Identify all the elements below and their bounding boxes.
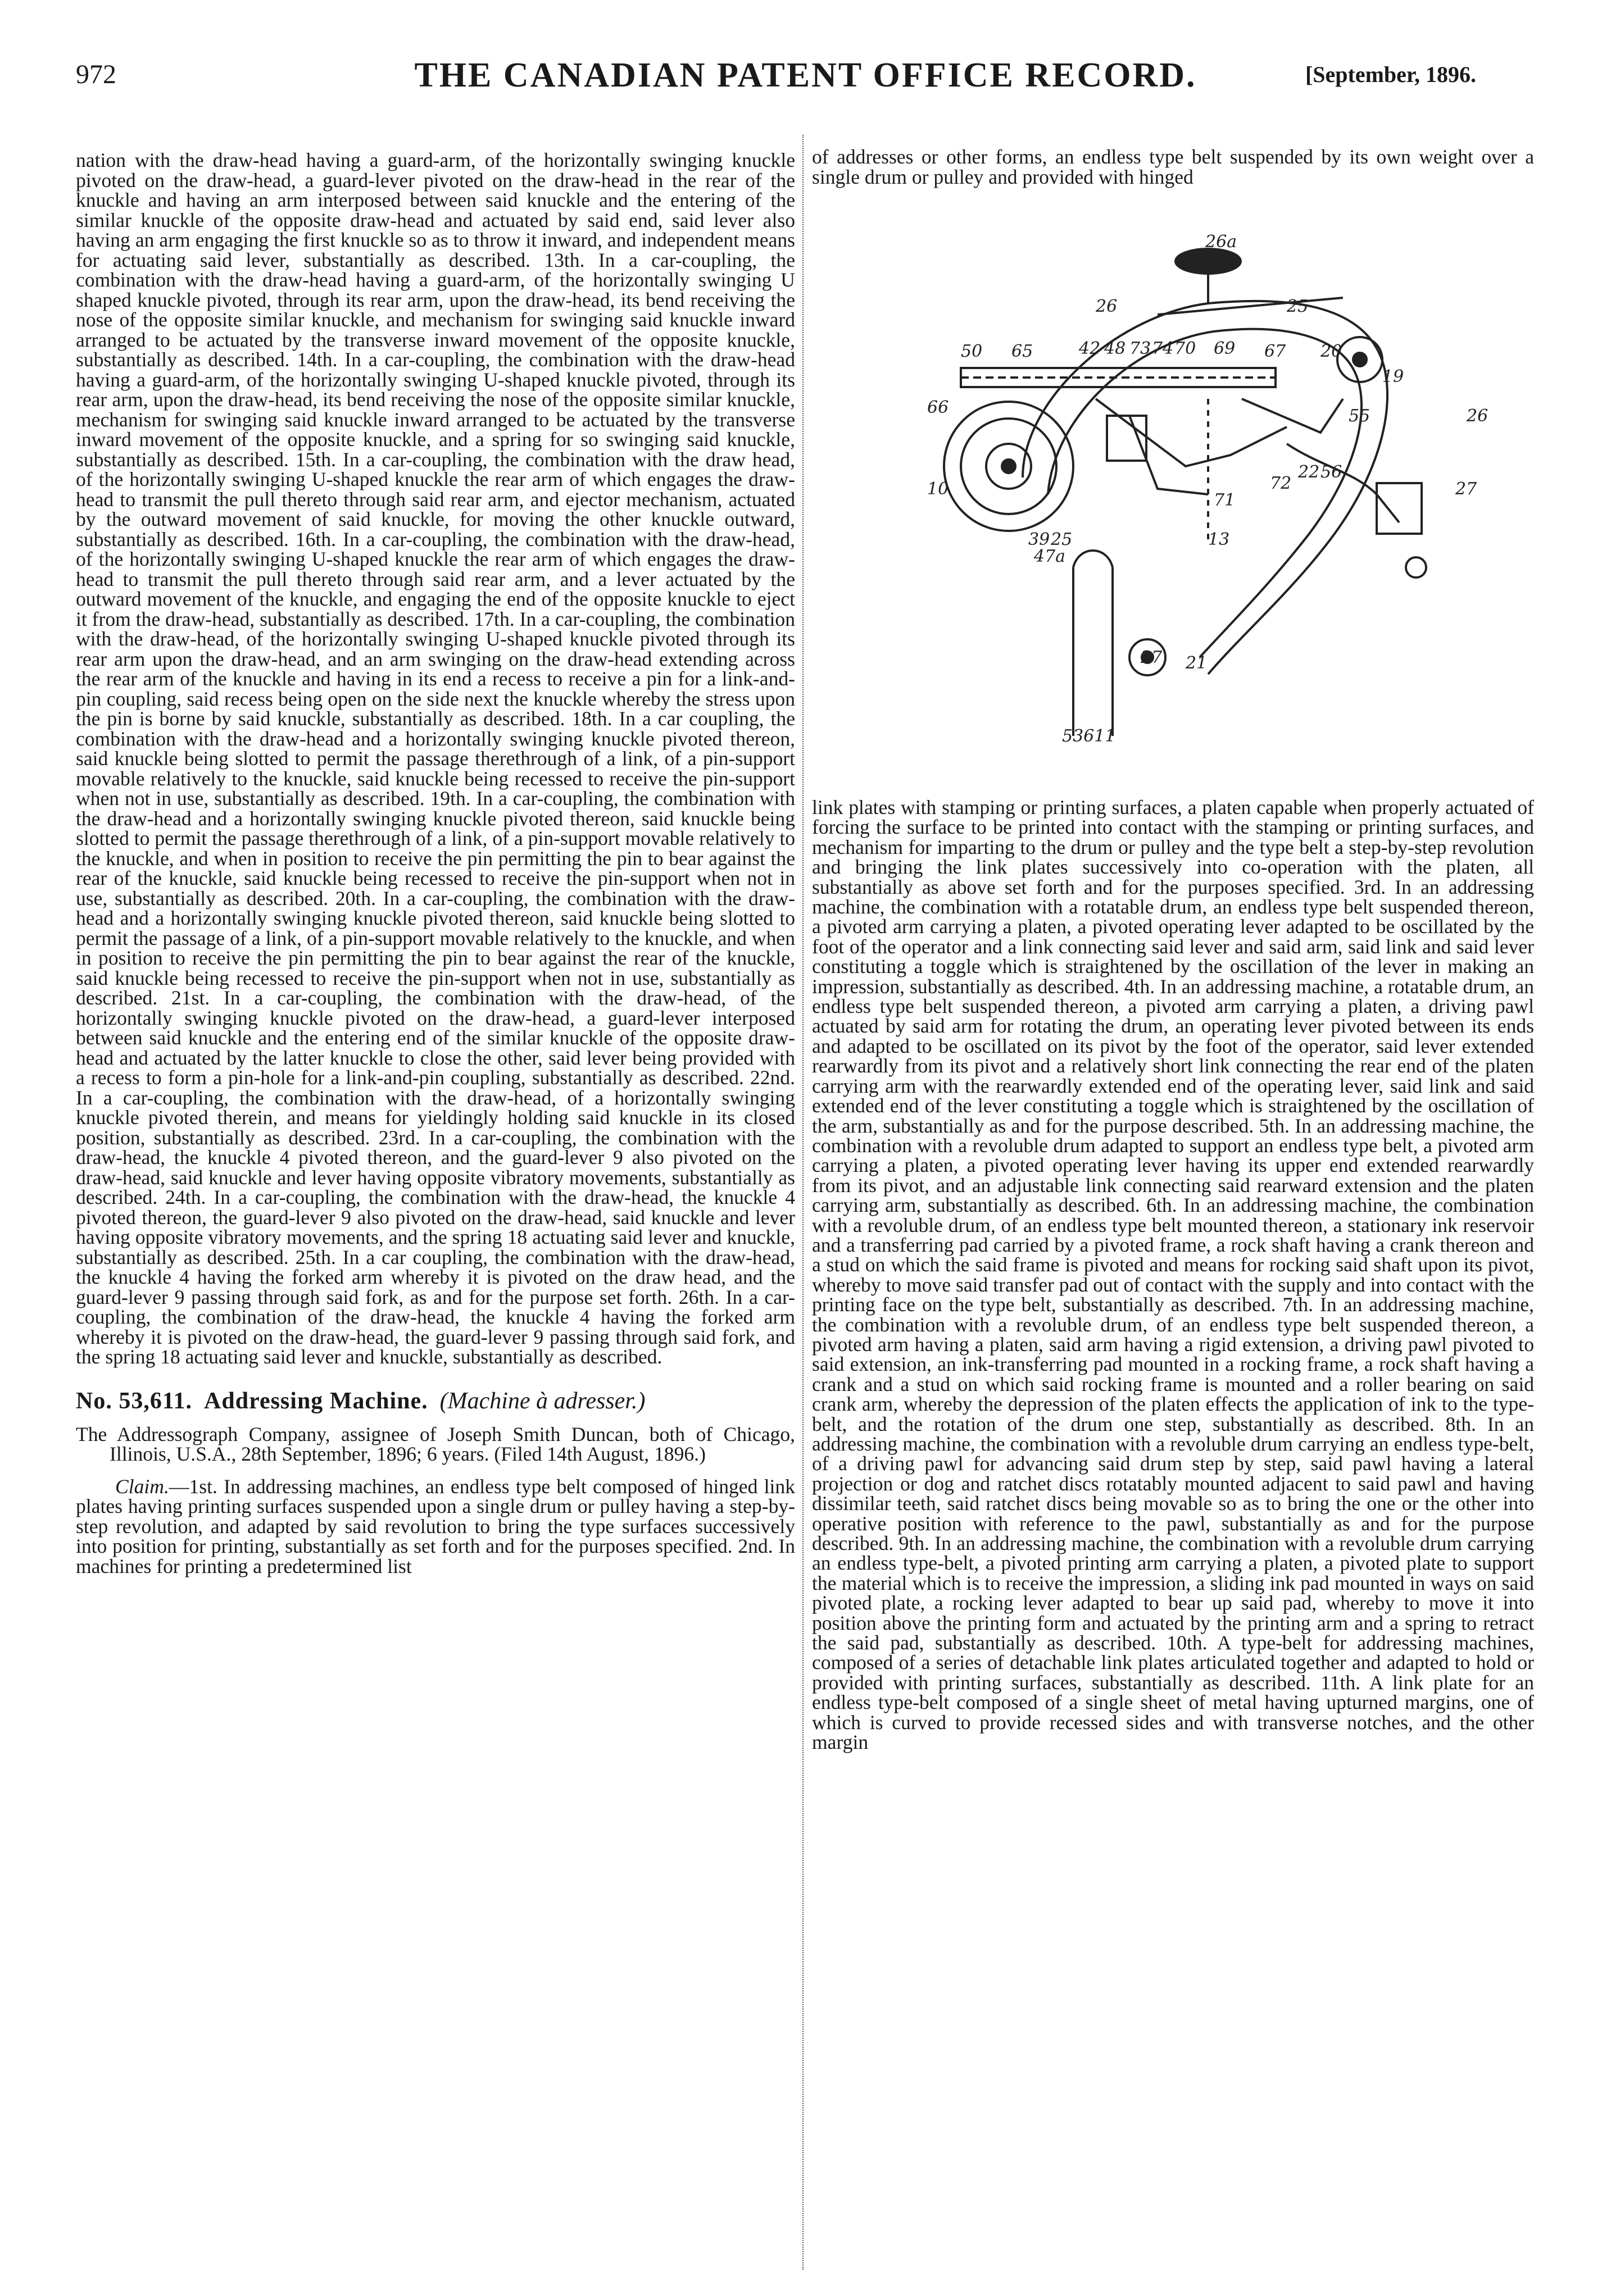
figure-number-label: 13 xyxy=(1208,530,1230,549)
figure-number-label: 50 xyxy=(961,342,983,361)
figure-number-label: 25 xyxy=(1287,297,1309,316)
figure-number-label: 21 xyxy=(1186,653,1208,673)
right-top-text: of addresses or other forms, an endless type belt suspended by its own weight over a single drum or pulley and provided with hinged xyxy=(812,146,1534,188)
claim-label: Claim. xyxy=(115,1475,169,1498)
patent-french-name: (Machine à adresser.) xyxy=(439,1388,646,1414)
patent-assignee: The Addressograph Company, assignee of Joseph Smith Duncan, both of Chicago, Illinois, U.S.A., 28th September, 1896; 6 years. (Filed 14th August, 1896.) xyxy=(76,1422,795,1465)
column-divider xyxy=(802,135,804,2270)
figure-number-label: 73 xyxy=(1129,339,1151,358)
figure-number-label: 10 xyxy=(927,479,949,499)
figure-number-label: 22 xyxy=(1298,462,1320,482)
patent-claim xyxy=(76,1477,795,1577)
page-title: THE CANADIAN PATENT OFFICE RECORD. xyxy=(414,56,1197,94)
page-header xyxy=(0,56,1611,104)
handle-knob xyxy=(1176,249,1241,274)
claims-continuation: nation with the draw-head having a guard-arm, of the horizontally swinging knuckle pivoted on the draw-head, a guard-lever pivoted on the draw-head in the rear of the knuckle and having an arm interposed between said knuckle and the entering of the similar knuckle of the opposite draw-head and actuated by said end, said lever also having an arm engaging the first knuckle so as to throw it inward, and independent means for actuating said lever, substantially as described. 13th. In a car-coupling, the combination with the draw-head having a guard-arm, of the horizontally swinging U shaped knuckle pivoted, through its rear arm, upon the draw-head, its bend receiving the nose of the opposite similar knuckle, and mechanism for swinging said knuckle inward arranged to be actuated by the transverse inward movement of the opposite knuckle, substantially as described. 14th. In a car-coupling, the combination with the draw-head having a guard-arm, of the horizontally swinging U-shaped knuckle pivoted, through its rear arm, upon the draw-head, its bend receiving the nose of the opposite similar knuckle, mechanism for swinging said knuckle inward arranged to be actuated by the transverse inward movement of the opposite knuckle, and a spring for so swinging said knuckle, substantially as described. 15th. In a car-coupling, the combination with the draw head, of the horizontally swinging U-shaped knuckle the rear arm of which engages the draw-head to transmit the pull thereto through said rear arm, and ejector mechanism, actuated by the outward movement of said knuckle, for moving the other knuckle outward, substantially as described. 16th. In a car-coupling, the combination with the draw-head, of the horizontally swinging U-shaped knuckle the rear arm of which engages the draw-head to transmit the pull thereto through said rear arm, and a lever actuated by the outward movement of the knuckle, and engaging the end of the opposite knuckle to eject it from the draw-head, substantially as described. 17th. In a car-coupling, the combination with the draw-head, of the horizontally swinging U-shaped knuckle pivoted through its rear arm upon the draw-head, and an arm swinging on the draw-head extending across the rear arm of the knuckle and having in its end a recess to receive a pin for a link-and-pin coupling, said recess being open on the side next the knuckle whereby the stress upon the pin is borne by said knuckle, substantially as described. 18th. In a car coupling, the combination with the draw-head and a horizontally swinging knuckle pivoted thereon, said knuckle being slotted to permit the passage therethrough of a link, of a pin-support movable relatively to the knuckle, said knuckle being recessed to receive the pin-support when not in use, substantially as described. 19th. In a car-coupling, the combination with the draw-head and a horizontally swinging knuckle pivoted thereon, said knuckle being slotted to permit the passage therethrough of a link, of a pin-support movable relatively to the knuckle, and when in position to receive the pin permitting the pin to bear against the rear of the knuckle, said knuckle being recessed to receive the pin-support when not in use, substantially as described. 20th. In a car-coupling, the combination with the draw-head and a horizontally swinging knuckle pivoted thereon, said knuckle being slotted to permit the passage of a link, of a pin-support movable relatively to the knuckle, and when in position to receive the pin permitting the pin to bear against the rear of the knuckle, said knuckle being recessed to receive the pin-support when not in use, substantially as described. 21st. In a car-coupling, the combination with the draw-head, of the horizontally swinging knuckle pivoted on the draw-head, a guard-lever interposed between said knuckle and the entering end of the similar knuckle of the opposite draw-head and actuated by the latter knuckle to close the other, said lever being provided with a recess to form a pin-hole for a link-and-pin coupling, substantially as described. 22nd. In a car-coupling, the combination with the draw-head, of a horizontally swinging knuckle pivoted therein, and means for yieldingly holding said knuckle in its closed position, substantially as described. 23rd. In a car-coupling, the combination with the draw-head, the knuckle 4 pivoted thereon, and the guard-lever 9 also pivoted on the draw-head, said knuckle and lever having opposite vibratory movements, substantially as described. 24th. In a car-coupling, the combination with the draw-head, the knuckle 4 pivoted thereon, the guard-lever 9 also pivoted on the draw-head, said knuckle and lever having opposite vibratory movements, and the spring 18 actuating said lever and knuckle, substantially as described. 25th. In a car coupling, the combination with the draw-head, the knuckle 4 having the forked arm whereby it is pivoted on the draw head, and the guard-lever 9 passing through said fork, as and for the purpose set forth. 26th. In a car-coupling, the combination of the draw-head, the knuckle 4 having the forked arm whereby it is pivoted on the draw-head, the guard-lever 9 passing through said fork, and the spring 18 actuating said lever and knuckle, substantially as described. xyxy=(76,149,795,1368)
figure-number-label: 48 xyxy=(1104,339,1126,358)
right-column xyxy=(812,798,1534,1753)
figure-number-label: 20 xyxy=(1320,342,1342,361)
figure-number-label: 71 xyxy=(1214,490,1236,510)
patent-name: Addressing Machine. xyxy=(204,1388,428,1414)
figure-number-label: 72 xyxy=(1270,474,1292,493)
figure-number-label: 70 xyxy=(1174,339,1196,358)
patent-drawing xyxy=(893,230,1528,747)
figure-number-label: 26a xyxy=(1205,232,1237,252)
figure-number-label: 26 xyxy=(1467,406,1489,426)
figure-number-label: 27 xyxy=(1455,479,1477,499)
figure-number-label: 56 xyxy=(1320,462,1342,482)
right-column-top xyxy=(812,147,1534,187)
issue-date: [September, 1896. xyxy=(1305,62,1476,87)
figure-number-label: 39 xyxy=(1028,530,1050,549)
claim-text: —1st. In addressing machines, an endless type belt composed of hinged link plates having printing surfaces suspended upon a single drum or pulley having a step-by-step revolution, and adapted by said revolution to bring the type surfaces successively into position for printing, substantially as set forth and for the purposes specified. 2nd. In machines for printing a predetermined list xyxy=(76,1475,795,1577)
figure-number-label: 74 xyxy=(1152,339,1174,358)
figure-number-label: 67 xyxy=(1264,342,1286,361)
page-number: 972 xyxy=(76,60,116,89)
figure-number-label: 69 xyxy=(1214,339,1236,358)
patent-entry-heading xyxy=(76,1388,795,1415)
addressing-machine-figure xyxy=(893,230,1528,747)
support-post xyxy=(1073,551,1113,736)
figure-number-label: 55 xyxy=(1349,406,1371,426)
figure-number-label: 42 xyxy=(1079,339,1101,358)
figure-number-label: 53611 xyxy=(1062,726,1116,746)
figure-number-label: 47a xyxy=(1034,547,1066,566)
left-column xyxy=(76,151,795,1576)
figure-number-label: 27 xyxy=(1141,648,1163,667)
right-main-text: link plates with stamping or printing surfaces, a platen capable when properly actuated of forcing the surface to be printed into contact with the stamping or printing surfaces, and mechanism for imparting to the drum or pulley and the type belt a step-by-step revolution and bringing the link plates successively into co-operation with the platen, all substantially as above set forth and for the purposes specified. 3rd. In an addressing machine, the combination with a rotatable drum, an endless type belt suspended thereon, a pivoted arm carrying a platen, a pivoted operating lever adapted to be oscillated by the foot of the operator and a link connecting said lever and said arm, said link and said lever constituting a toggle which is straightened by the oscillation of the lever in making an impression, substantially as described. 4th. In an addressing machine, a rotatable drum, an endless type belt suspended thereon, a pivoted arm carrying a platen, a driving pawl actuated by said arm for rotating the drum, an operating lever pivoted between its ends and adapted to be oscillated on its pivot by the foot of the operator, said lever extended rearwardly from its pivot and a relatively short link connecting the rear end of the platen carrying arm with the rearwardly extended end of the operating lever, said link and said extended end of the lever constituting a toggle which is straightened by the oscillation of the arm, substantially as and for the purpose described. 5th. In an addressing machine, the combination with a revoluble drum adapted to support an endless type belt, a pivoted arm carrying a platen, a pivoted operating lever having its upper end extended rearwardly from its pivot, and an adjustable link connecting said rearward extension and the platen carrying arm, substantially as described. 6th. In an addressing machine, the combination with a revoluble drum, of an endless type belt mounted thereon, a stationary ink reservoir and a transferring pad carried by a pivoted frame, a rock shaft having a crank thereon and a stud on which the said frame is pivoted and means for rocking said shaft upon its pivot, whereby to move said transfer pad out of contact with the supply and into contact with the printing face on the type belt, substantially as described. 7th. In an addressing machine, the combination with a revoluble drum, of an endless type belt suspended thereon, a pivoted arm having a platen, said arm having a rigid extension, a driving pawl pivoted to said extension, an ink-transferring pad mounted in a rocking frame, a rock shaft having a crank and a stud on which said rocking frame is mounted and a roller bearing on said crank arm, whereby the depression of the platen effects the application of ink to the type-belt, and the rotation of the drum one step, substantially as described. 8th. In an addressing machine, the combination with a revoluble drum carrying an endless type-belt, of a driving pawl for advancing said drum step by step, said pawl having a lateral projection or dog and ratchet discs rotatably mounted adjacent to said pawl and having dissimilar teeth, said ratchet discs being movable so as to bring the one or the other into operative position with reference to the pawl, substantially as and for the purpose described. 9th. In an addressing machine, the combination with a revoluble drum carrying an endless type-belt, a pivoted printing arm carrying a platen, a pivoted plate to support the material which is to receive the impression, a sliding ink pad mounted in ways on said pivoted plate, a rocking lever adapted to bear up said pad, whereby to move it into position above the printing form and actuated by the printing arm and a spring to retract the said pad, substantially as described. 10th. A type-belt for addressing machines, composed of a series of detachable link plates articulated together and adapted to hold or provided with printing surfaces, substantially as described. 11th. A link plate for an endless type-belt composed of a single sheet of metal having upturned margins, one of which is curved to provide recessed sides and with transverse notches, and the other margin xyxy=(812,796,1534,1754)
figure-number-label: 66 xyxy=(927,398,949,417)
figure-number-label: 26 xyxy=(1096,297,1118,316)
figure-number-label: 19 xyxy=(1382,367,1404,387)
patent-number: No. 53,611. xyxy=(76,1388,193,1414)
figure-number-label: 25 xyxy=(1051,530,1073,549)
figure-number-label: 65 xyxy=(1011,342,1033,361)
